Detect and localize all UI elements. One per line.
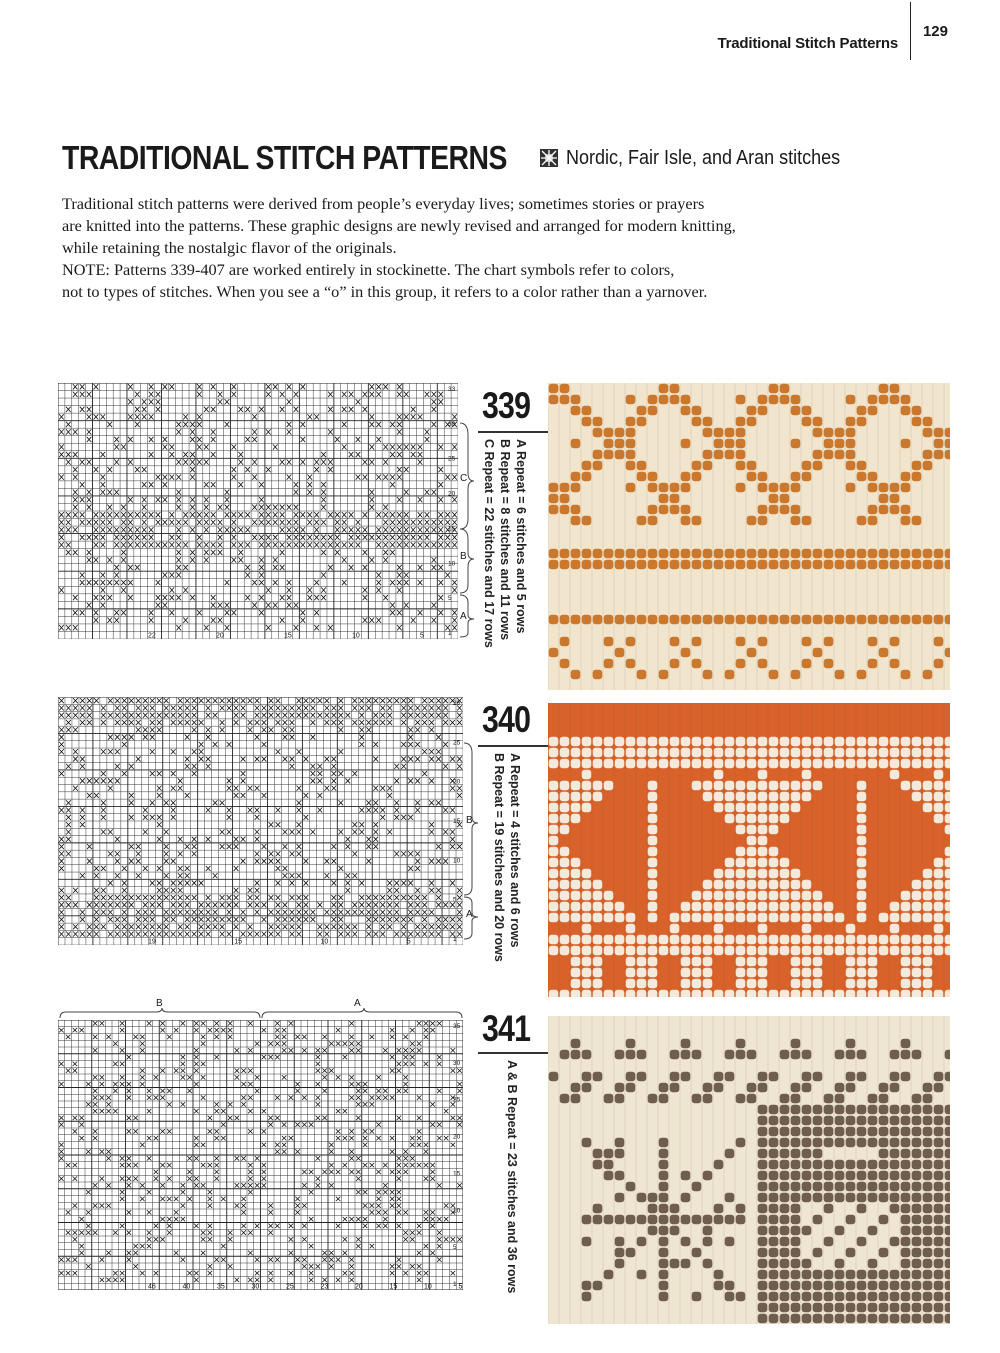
pattern-number: 341 xyxy=(482,1008,531,1049)
chart-row-label: 5 xyxy=(448,595,452,603)
pattern-number: 340 xyxy=(482,699,531,740)
chart-column-label: 30 xyxy=(251,1283,260,1290)
pattern-340 xyxy=(58,697,950,997)
chart-column-label: 23 xyxy=(320,1283,329,1290)
top-repeat-brace xyxy=(58,1006,463,1020)
repeat-notes xyxy=(491,753,523,993)
chart-row-label: 20 xyxy=(453,1133,461,1141)
chart-row-label: 35 xyxy=(453,1023,461,1030)
swatch-photo xyxy=(548,383,950,690)
chart-row-label: 25 xyxy=(453,1096,461,1104)
chart-row-label: 1 xyxy=(453,1281,457,1288)
brace-label-a: A xyxy=(466,909,473,920)
knitting-chart xyxy=(58,697,478,945)
brace-label-a: A xyxy=(460,611,467,622)
chart-column-label: 22 xyxy=(148,632,156,639)
chart-row-label: 10 xyxy=(453,857,461,865)
page-title: TRADITIONAL STITCH PATTERNS xyxy=(62,139,507,176)
chart-column-label: 10 xyxy=(424,1283,432,1290)
intro-text xyxy=(62,193,942,303)
repeat-notes xyxy=(504,1060,520,1320)
repeat-note: B Repeat = 8 stitches and 11 rows xyxy=(498,439,512,641)
chart-column-label: 19 xyxy=(148,938,156,945)
knit-chart-icon xyxy=(540,149,558,167)
chart-row-label: 15 xyxy=(453,818,461,825)
chart-column-label: 10 xyxy=(320,938,329,945)
intro-line: not to types of stitches. When you see a “o” in this group, it refers to a color rather than a yarnover. xyxy=(62,282,708,301)
brace-label-b: B xyxy=(460,551,467,562)
chart-row-label: 1 xyxy=(448,630,452,637)
repeat-brace xyxy=(462,697,482,950)
repeat-note: B Repeat = 19 stitches and 20 rows xyxy=(492,753,506,962)
chart-column-label: 35 xyxy=(217,1283,225,1290)
chart-row-label: 20 xyxy=(453,778,461,786)
chart-column-label: 46 xyxy=(148,1283,156,1290)
pattern-339 xyxy=(58,383,950,690)
pattern-rule xyxy=(478,745,548,747)
knitting-chart xyxy=(58,383,478,639)
repeat-notes xyxy=(481,439,529,689)
chart-row-label: 26 xyxy=(453,700,461,707)
chart-column-label: 15 xyxy=(389,1283,398,1290)
swatch-photo xyxy=(548,1016,950,1324)
swatch-photo xyxy=(548,703,950,997)
chart-column-label: 20 xyxy=(216,632,224,639)
chart-row-label: 33 xyxy=(448,386,456,393)
chart-column-label: 5 xyxy=(420,632,424,639)
chart-row-label: 20 xyxy=(448,490,456,498)
chart-column-label: 25 xyxy=(286,1283,294,1290)
brace-label-c: C xyxy=(460,473,468,484)
page-subtitle: Nordic, Fair Isle, and Aran stitches xyxy=(566,146,841,169)
running-head xyxy=(600,22,948,56)
repeat-brace xyxy=(458,383,478,644)
pattern-341 xyxy=(58,998,950,1328)
chart-row-label: 10 xyxy=(448,560,456,568)
brace-label-a: A xyxy=(354,998,361,1009)
chart-row-label: 15 xyxy=(448,525,456,533)
repeat-note: C Repeat = 22 stitches and 17 rows xyxy=(482,439,496,648)
chart-column-label: 10 xyxy=(352,632,360,639)
pattern-rule xyxy=(478,1052,548,1054)
chart-row-label: 30 xyxy=(448,420,456,428)
chart-row-label: 30 xyxy=(453,1059,461,1067)
repeat-note: A & B Repeat = 23 stitches and 36 rows xyxy=(505,1060,519,1294)
intro-line: while retaining the nostalgic flavor of the originals. xyxy=(62,238,397,257)
chart-column-label: 15 xyxy=(284,632,292,639)
repeat-note: A Repeat = 4 stitches and 6 rows xyxy=(508,753,522,948)
chart-row-label: 25 xyxy=(448,455,456,463)
chart-grid xyxy=(58,383,458,639)
running-head-title: Traditional Stitch Patterns xyxy=(717,34,898,52)
chart-column-label: 40 xyxy=(182,1283,191,1290)
page-number: 129 xyxy=(910,2,948,60)
chart-column-label: 15 xyxy=(234,938,243,945)
pattern-rule xyxy=(478,431,548,433)
chart-row-label: 15 xyxy=(453,1170,461,1178)
chart-row-label: 1 xyxy=(453,936,457,943)
pattern-number: 339 xyxy=(482,385,531,426)
chart-column-label: 5 xyxy=(406,938,411,945)
knitting-chart xyxy=(58,998,478,1290)
chart-row-label: 10 xyxy=(453,1207,461,1215)
chart-column-label: 5 xyxy=(458,1283,463,1290)
repeat-note: A Repeat = 6 stitches and 5 rows xyxy=(514,439,528,634)
intro-line: are knitted into the patterns. These graphic designs are newly revised and arranged for modern knitting, xyxy=(62,216,736,235)
chart-grid xyxy=(58,1020,463,1290)
chart-column-label: 20 xyxy=(355,1283,363,1290)
chart-row-label: 5 xyxy=(453,1244,457,1252)
chart-row-label: 5 xyxy=(453,896,457,904)
intro-line: Traditional stitch patterns were derived from people’s everyday lives; sometimes stories or prayers xyxy=(62,194,705,213)
title-row xyxy=(62,136,942,180)
brace-label-b: B xyxy=(156,998,163,1009)
brace-label-b: B xyxy=(466,815,473,826)
chart-grid xyxy=(58,697,463,945)
chart-row-label: 25 xyxy=(453,739,461,747)
intro-line: NOTE: Patterns 339-407 are worked entirely in stockinette. The chart symbols refer to colors, xyxy=(62,260,675,279)
